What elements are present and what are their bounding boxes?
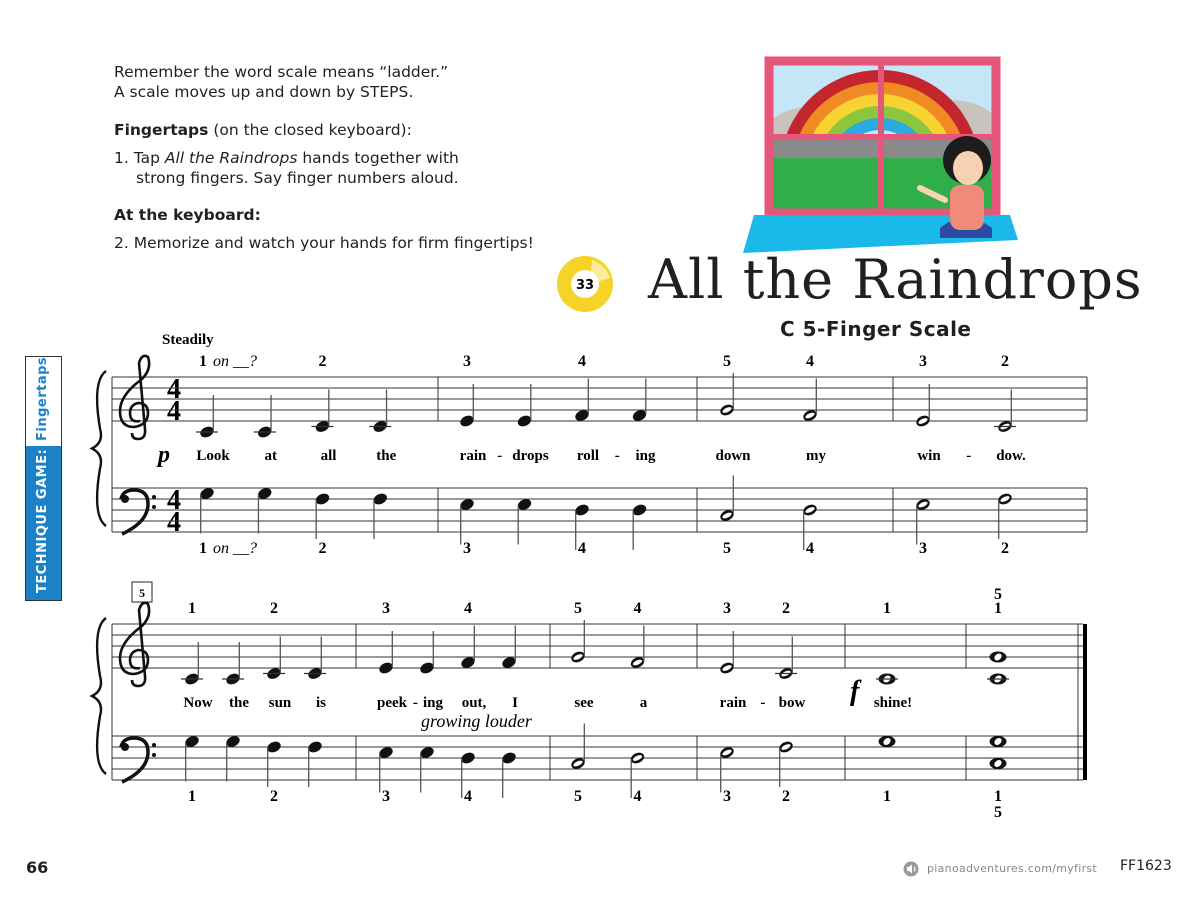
lyric-syllable: roll: [576, 448, 600, 464]
lyric-syllable: win: [917, 448, 941, 464]
finger-number-rh: 1: [994, 600, 1002, 617]
intro-line-2: A scale moves up and down by STEPS.: [114, 83, 414, 101]
finger-number-rh: 2: [782, 600, 790, 617]
finger-number-lh: 2: [782, 788, 790, 805]
measure: [196, 353, 397, 557]
lyric-syllable: peek: [377, 695, 407, 711]
finger-number-rh: 1: [188, 600, 196, 617]
step-1-line-2: strong fingers. Say finger numbers aloud.: [136, 169, 459, 187]
finger-number-lh: 3: [919, 540, 927, 557]
lyric-syllable: Look: [196, 448, 230, 464]
finger-number-rh: 4: [806, 353, 814, 370]
finger-number-rh: 4: [578, 353, 586, 370]
finger-number-rh: 4: [633, 600, 642, 617]
measure: [181, 600, 326, 805]
measure: [987, 586, 1009, 821]
treble-clef-icon: [120, 356, 149, 439]
lyric-syllable: see: [574, 695, 594, 711]
lyric-syllable: shine!: [873, 695, 913, 711]
measure: [715, 353, 826, 557]
book-code: FF1623: [1120, 858, 1172, 874]
bass-clef-dot: [152, 753, 156, 757]
lyric-syllable: is: [315, 695, 327, 711]
time-sig-bass-bottom: 4: [167, 507, 181, 538]
finger-number-lh: 5: [574, 788, 582, 805]
finger-number-lh: 1: [188, 788, 196, 805]
fingertaps-rest: (on the closed keyboard):: [208, 121, 412, 139]
lyric-syllable: the: [229, 695, 249, 711]
lyric-hyphen: -: [614, 448, 620, 464]
finger-number-rh: 5: [574, 600, 582, 617]
finger-hint-lh: on __?: [213, 540, 257, 557]
finger-number-rh: 2: [270, 600, 278, 617]
speaker-icon: [903, 861, 919, 877]
lyric-syllable: down: [715, 448, 751, 464]
dynamic-forte: f: [850, 676, 860, 707]
measure: [570, 600, 648, 805]
dynamic-piano: p: [158, 442, 170, 468]
finger-number-lh: 1: [883, 788, 891, 805]
measure: [377, 600, 518, 805]
bass-clef-dot: [152, 743, 156, 747]
finger-number-rh: 3: [919, 353, 927, 370]
time-sig-treble-top: 4: [167, 374, 181, 405]
finger-number-rh: 4: [464, 600, 472, 617]
finger-number-lh: 5: [994, 804, 1002, 821]
finger-number-lh: 1: [199, 540, 207, 557]
step-1-number: 1. Tap: [114, 149, 165, 167]
music-system: [92, 586, 1087, 821]
lyric-syllable: drops: [512, 448, 549, 464]
lyric-syllable: bow: [778, 695, 806, 711]
finger-number-lh: 2: [318, 540, 327, 557]
lyric-hyphen: -: [412, 695, 418, 711]
step-1-song-title: All the Raindrops: [164, 149, 298, 167]
lyric-syllable: Now: [183, 695, 213, 711]
finger-number-lh: 3: [463, 540, 471, 557]
finger-number-rh: 3: [723, 600, 731, 617]
lyric-syllable: the: [376, 448, 397, 464]
lyric-hyphen: -: [497, 448, 503, 464]
tempo-marking: Steadily: [162, 332, 214, 348]
bass-clef-dot: [121, 743, 129, 751]
expression-growing-louder: growing louder: [421, 711, 532, 731]
finger-number-lh: 3: [382, 788, 390, 805]
finger-number-lh: 1: [994, 788, 1002, 805]
keyboard-heading: At the keyboard:: [114, 206, 261, 224]
finger-number-lh: 5: [723, 540, 731, 557]
finger-number-lh: 2: [1001, 540, 1009, 557]
lyric-hyphen: -: [760, 695, 766, 711]
finger-number-lh: 4: [806, 540, 814, 557]
lyric-syllable: at: [264, 448, 277, 464]
finger-number-rh: 3: [463, 353, 471, 370]
intro-line-1: Remember the word scale means “ladder.”: [114, 63, 449, 81]
finger-number-rh: 3: [382, 600, 390, 617]
lyric-syllable: sun: [268, 695, 292, 711]
lyric-syllable: ing: [635, 448, 656, 464]
final-barline-thick: [1083, 624, 1087, 780]
step-1-text: hands together with: [297, 149, 459, 167]
finger-number-rh: 1: [199, 353, 207, 370]
measure: [719, 600, 806, 805]
treble-clef-icon: [120, 603, 149, 686]
lyric-syllable: ing: [422, 695, 444, 711]
finger-number-lh: 4: [578, 540, 586, 557]
finger-hint-rh: on __?: [213, 353, 257, 370]
grand-staff-brace: [92, 371, 106, 526]
step-2: 2. Memorize and watch your hands for firm fingertips!: [114, 234, 534, 252]
track-number: 33: [575, 278, 595, 293]
music-system: [92, 353, 1087, 557]
finger-number-rh: 5: [994, 586, 1002, 603]
lyric-hyphen: -: [966, 448, 972, 464]
measure: [459, 353, 656, 557]
measure: [874, 600, 912, 805]
bass-clef-dot: [152, 495, 156, 499]
lyric-syllable: dow.: [996, 448, 1026, 464]
finger-number-lh: 4: [464, 788, 472, 805]
page-number: 66: [26, 858, 49, 877]
grand-staff-brace: [92, 618, 106, 774]
website-link[interactable]: pianoadventures.com/myfirst: [927, 862, 1098, 875]
finger-number-rh: 2: [318, 353, 327, 370]
finger-number-lh: 3: [723, 788, 731, 805]
lyric-syllable: a: [639, 695, 648, 711]
fingertaps-bold: Fingertaps: [114, 121, 209, 139]
lyric-syllable: I: [512, 695, 518, 711]
lyric-syllable: rain: [459, 448, 487, 464]
song-subtitle: C 5-Finger Scale: [780, 317, 972, 341]
measure: [915, 353, 1026, 557]
finger-number-lh: 2: [270, 788, 278, 805]
time-sig-treble-bottom: 4: [167, 396, 181, 427]
lyric-syllable: my: [806, 448, 826, 464]
finger-number-rh: 2: [1001, 353, 1009, 370]
finger-number-rh: 5: [723, 353, 731, 370]
lyric-syllable: rain: [719, 695, 747, 711]
lyric-syllable: all: [320, 448, 337, 464]
finger-number-lh: 4: [633, 788, 642, 805]
time-sig-bass-top: 4: [167, 485, 181, 516]
bass-clef-dot: [121, 495, 129, 503]
bass-clef-dot: [152, 505, 156, 509]
song-title: All the Raindrops: [648, 248, 1143, 311]
side-tab-name: Fingertaps: [35, 356, 50, 441]
finger-number-rh: 1: [883, 600, 891, 617]
lyric-syllable: out,: [461, 695, 487, 711]
side-tab-category: TECHNIQUE GAME:: [35, 448, 50, 593]
measure-number: 5: [139, 586, 145, 600]
